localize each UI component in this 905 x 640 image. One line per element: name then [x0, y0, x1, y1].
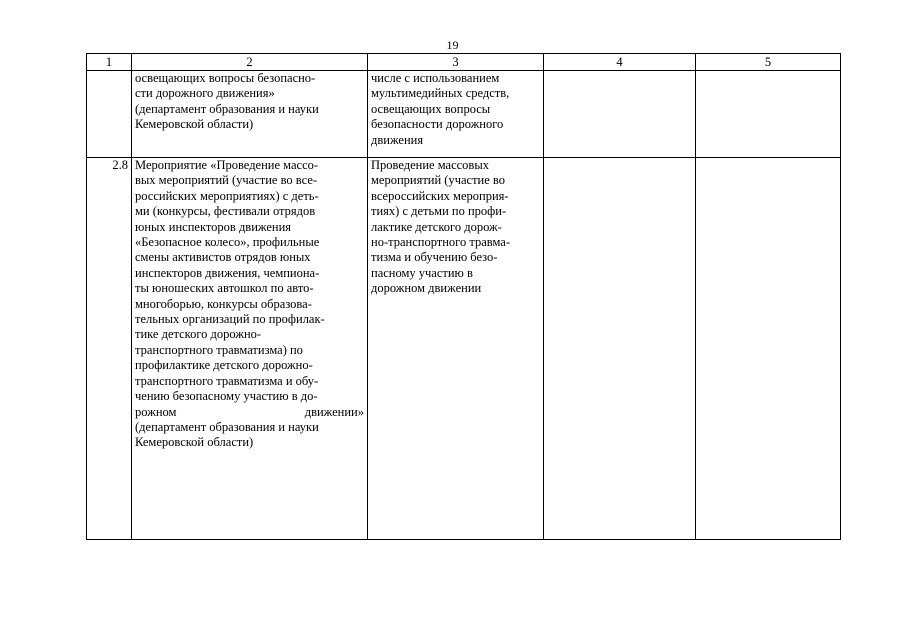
text-line: вых мероприятий (участие во все-	[135, 173, 318, 188]
text-line: мультимедийных средств,	[371, 86, 510, 101]
text-line: числе с использованием	[371, 71, 500, 85]
text-line: тике детского дорожно-	[135, 327, 262, 342]
text-line: лактике детского дорож-	[371, 219, 502, 234]
text-line: российских мероприятиях) с деть-	[135, 188, 319, 203]
page-number: 19	[446, 38, 459, 52]
text-line: (департамент образования и науки	[135, 419, 319, 434]
column-header: 5	[696, 54, 841, 71]
text-line: Кемеровской области)	[135, 117, 254, 132]
text-line: Кемеровской области)	[135, 435, 254, 450]
empty-cell-col4	[544, 71, 696, 158]
table-row	[87, 71, 841, 158]
text-word: движении»	[304, 404, 364, 419]
text-line: тельных организаций по профилак-	[135, 312, 325, 327]
text-line: безопасности дорожного	[371, 117, 504, 132]
activity-content-cell	[368, 71, 544, 158]
column-header: 4	[544, 54, 696, 71]
text-line: дорожном движении	[371, 281, 482, 296]
table-row	[87, 158, 841, 540]
text-line: освещающих вопросы безопасно-	[135, 71, 316, 85]
column-header: 3	[368, 54, 544, 71]
text-line: чению безопасному участию в до-	[135, 389, 318, 404]
text-line: тиях) с детьми по профи-	[371, 204, 507, 219]
table-header-row	[87, 54, 841, 71]
text-line: но-транспортного травма-	[371, 235, 511, 250]
text-line: «Безопасное колесо», профильные	[135, 235, 320, 250]
column-header: 2	[132, 54, 368, 71]
activity-content-cell	[368, 158, 544, 540]
text-line: сти дорожного движения»	[135, 86, 275, 101]
text-line: освещающих вопросы	[371, 101, 491, 116]
row-number-cell	[87, 71, 132, 158]
text-line: смены активистов отрядов юных	[135, 250, 311, 265]
row-number-cell: 2.8	[87, 158, 132, 540]
empty-cell-col4	[544, 158, 696, 540]
empty-cell-col5	[696, 158, 841, 540]
text-line: мероприятий (участие во	[371, 173, 505, 188]
text-line: пасному участию в	[371, 265, 473, 280]
text-line: всероссийских мероприя-	[371, 188, 509, 203]
justified-text-line	[135, 405, 364, 420]
text-line: тизма и обучению безо-	[371, 250, 498, 265]
activities-table	[86, 53, 841, 540]
text-word: рожном	[135, 404, 177, 419]
text-line: ты юношеских автошкол по авто-	[135, 281, 314, 296]
text-line: многоборью, конкурсы образова-	[135, 296, 312, 311]
column-header: 1	[87, 54, 132, 71]
text-line: ми (конкурсы, фестивали отрядов	[135, 204, 316, 219]
text-line: транспортного травматизма и обу-	[135, 373, 319, 388]
text-line: инспекторов движения, чемпиона-	[135, 265, 320, 280]
text-line: Мероприятие «Проведение массо-	[135, 158, 319, 172]
text-line: Проведение массовых	[371, 158, 489, 172]
text-line: транспортного травматизма) по	[135, 342, 303, 357]
text-line: юных инспекторов движения	[135, 219, 292, 234]
text-line: (департамент образования и науки	[135, 101, 319, 116]
text-line: движения	[371, 132, 424, 147]
empty-cell-col5	[696, 71, 841, 158]
activity-description-cell	[132, 71, 368, 158]
activity-description-cell	[132, 158, 368, 540]
text-line: профилактике детского дорожно-	[135, 358, 313, 373]
